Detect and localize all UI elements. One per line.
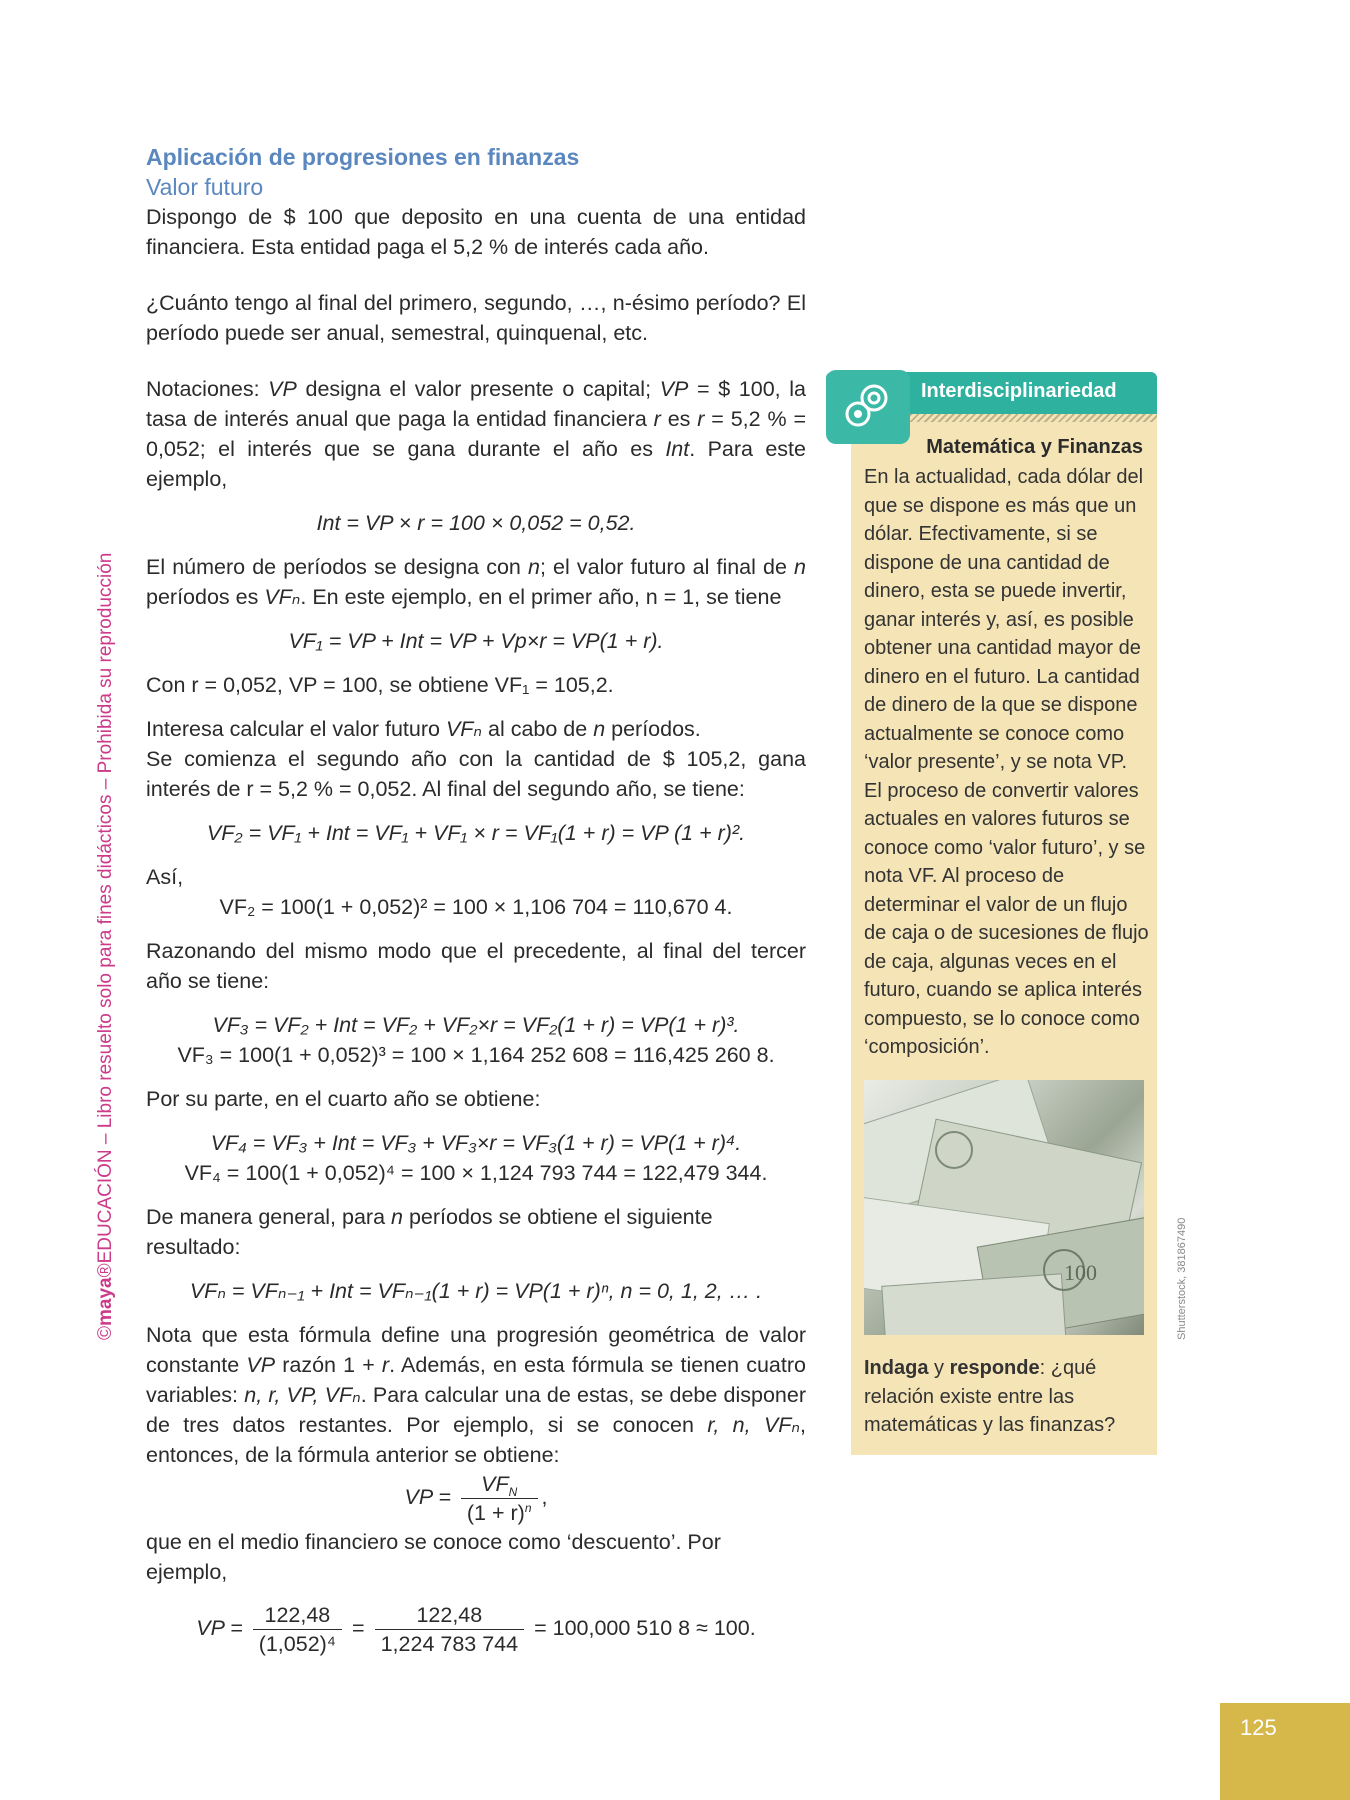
equation-vf3-value: VF₃ = 100(1 + 0,052)³ = 100 × 1,164 252 608 = 116,425 260 8. (177, 1043, 775, 1067)
brand-logo: maya (95, 1277, 116, 1326)
section-heading: Aplicación de progresiones en finanzas (146, 144, 580, 170)
target-icon (826, 370, 910, 444)
copyright-notice (95, 552, 125, 1370)
page-number-tab (1220, 1703, 1350, 1800)
discount-fraction-1: $\frac{122,48}{\text{(1,052)⁴}}$ (253, 1601, 342, 1658)
paragraph-question: ¿Cuánto tengo al final del primero, segundo, …, n-ésimo período? El período puede ser anual, semestral, quinquenal, etc. (146, 291, 806, 345)
paragraph-notations: Notaciones: VP designa el valor presente o capital; VP = $ 100, la tasa de interés anual que paga la entidad financiera r es r = 5,2 % = 0,052; el interés que se gana durante el año es Int. Para este ejemplo, (146, 377, 807, 491)
equation-vf3: VF₃ = VF₂ + Int = VF₂ + VF₂×r = VF₂(1 + r) = VP(1 + r)³. (212, 1013, 740, 1037)
equation-vfn: VFₙ = VFₙ₋₁ + Int = VFₙ₋₁(1 + r) = VP(1 + r)ⁿ, n = 0, 1, 2, … . (189, 1279, 763, 1303)
discount-fraction-2: $\frac{122,48}{1,224 783 744}$ (375, 1601, 525, 1658)
paragraph-fourth-year: Por su parte, en el cuarto año se obtiene: (146, 1087, 541, 1111)
equation-vf2: VF₂ = VF₁ + Int = VF₁ + VF₁ × r = VF₁(1 + r) = VP (1 + r)². (206, 821, 746, 845)
interdisciplinary-body: En la actualidad, cada dólar del que se dispone es más que un dólar. Efectivamente, si se dispone de una cantidad de dinero, esta se puede invertir, ganar interés y, así, es posible obtener una cantidad mayor de dinero en el futuro. La cantidad de dinero de la que se dispone actualmente se conoce como ‘valor presente’, y se nota VP. El proceso de convertir valores actuales en valores futuros se conoce como ‘valor futuro’, y se nota VF. Al proceso de determinar el valor de un flujo de caja o de sucesiones de flujo de caja, algunas veces en el futuro, cuando se aplica interés compuesto, se lo conoce como ‘composición’. (864, 466, 1149, 1058)
svg-text:100: 100 (1064, 1260, 1097, 1285)
equation-vf1: VF₁ = VP + Int = VP + Vp×r = VP(1 + r). (288, 629, 664, 653)
paragraph-vf1-result: Con r = 0,052, VP = 100, se obtiene VF₁ = 105,2. (146, 673, 614, 697)
equation-int: Int = VP × r = 100 × 0,052 = 0,52. (316, 511, 636, 535)
equation-vf4-value: VF₄ = 100(1 + 0,052)⁴ = 100 × 1,124 793 744 = 122,479 344. (184, 1161, 768, 1185)
equation-vp-formula: VP = $\frac{VF_N}{(1 + r)^n}$ , (404, 1472, 548, 1525)
paragraph-general: De manera general, para n períodos se obtiene el siguiente resultado: (146, 1205, 713, 1259)
label-asi: Así, (146, 865, 184, 889)
copyright-symbol: © (95, 1326, 116, 1340)
paragraph-discount: que en el medio financiero se conoce como ‘descuento’. Por ejemplo, (146, 1530, 721, 1584)
paragraph-interest: Interesa calcular el valor futuro VFₙ al cabo de n períodos. (146, 717, 701, 741)
paragraph-intro: Dispongo de $ 100 que deposito en una cuenta de una entidad financiera. Esta entidad paga el 5,2 % de interés cada año. (146, 205, 806, 259)
interdisciplinary-title: Interdisciplinariedad (921, 380, 1117, 402)
paragraph-geometric: Nota que esta fórmula define una progresión geométrica de valor constante VP razón 1 + r. Además, en esta fórmula se tienen cuatro variables: n, r, VP, VFₙ. Para calcular una de estas, se debe disponer de tres datos restantes. Por ejemplo, si se conocen r, n, VFₙ, entonces, de la fórmula anterior se obtiene: (146, 1323, 806, 1467)
equation-vf2-value: VF₂ = 100(1 + 0,052)² = 100 × 1,106 704 = 110,670 4. (219, 895, 733, 919)
page-number: 125 (1240, 1715, 1277, 1740)
photo-credit: Shutterstock, 381867490 (1176, 1217, 1188, 1340)
vp-fraction: $\frac{VF_N}{(1 + r)^n}$ (461, 1470, 538, 1527)
paragraph-second-year: Se comienza el segundo año con la cantidad de $ 105,2, gana interés de r = 5,2 % = 0,052. Al final del segundo año, se tiene: (146, 747, 806, 801)
registered-mark: ® (95, 1263, 116, 1278)
copyright-text: EDUCACIÓN – Libro resuelto solo para fines didácticos – Prohibida su reproducción (95, 552, 116, 1264)
interdisciplinary-subtitle: Matemática y Finanzas (926, 436, 1143, 458)
equation-vf4: VF₄ = VF₃ + Int = VF₃ + VF₃×r = VF₃(1 + r) = VP(1 + r)⁴. (210, 1131, 742, 1155)
paragraph-periods: El número de períodos se designa con n; el valor futuro al final de n períodos es VFₙ. En este ejemplo, en el primer año, n = 1, se tiene (146, 555, 806, 609)
main-content (146, 142, 806, 1658)
equation-discount-example: VP = $\frac{122,48}{\text{(1,052)⁴}}$ = $\frac{122,48}{1,224 783 744}$ = 100,000 510 8 ≈ 100. (196, 1603, 756, 1656)
section-subheading: Valor futuro (146, 174, 264, 200)
paragraph-third-year: Razonando del mismo modo que el precedente, al final del tercer año se tiene: (146, 939, 806, 993)
money-photo (864, 1080, 1144, 1335)
inquiry-question: Indaga y responde: ¿qué relación existe entre las matemáticas y las finanzas? (864, 1357, 1116, 1436)
